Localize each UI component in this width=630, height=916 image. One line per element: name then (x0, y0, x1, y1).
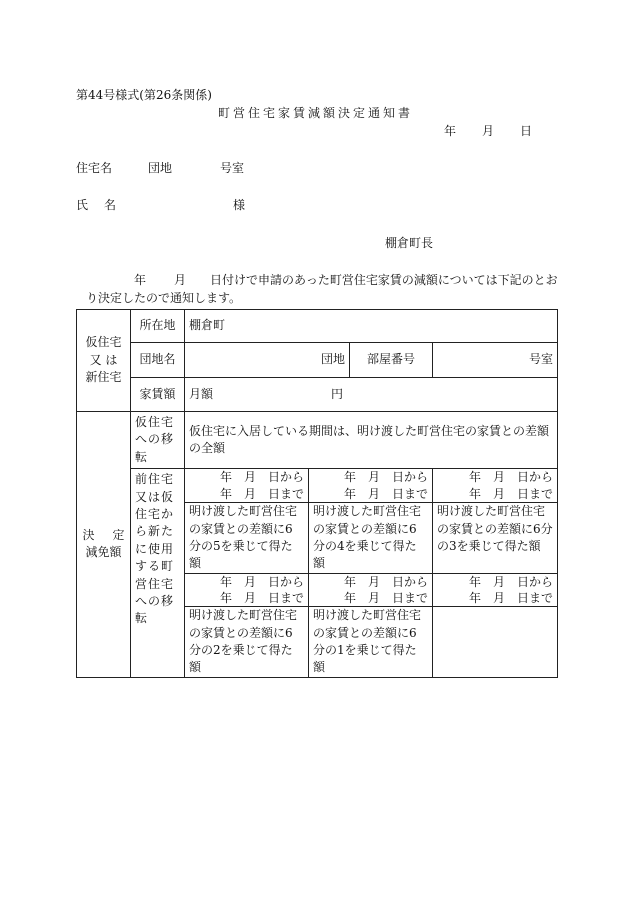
danchi-name-label: 団地名 (131, 343, 185, 378)
period-4-dates: 年 月 日から 年 月 日まで (185, 573, 309, 606)
room-number-label: 部屋番号 (350, 343, 433, 378)
rent-value: 月額 円 (185, 378, 558, 412)
period-3-dates: 年 月 日から 年 月 日まで (433, 469, 558, 503)
danchi-name-value: 団地 (185, 343, 350, 378)
recipient-name-row: 氏 名 様 (76, 198, 246, 212)
period-2-text: 明け渡した町営住宅の家賃との差額に6分の4を乗じて得た額 (309, 503, 433, 574)
decision-table (76, 309, 558, 678)
move-new-label: 前住宅又は仮住宅から新たに使用する町営住宅への移転 (131, 469, 185, 678)
period-3-text: 明け渡した町営住宅の家賃との差額に6分の3を乗じて得た額 (433, 503, 558, 574)
goshitsu-text: 号室 (220, 161, 245, 175)
section-housing-label: 仮住宅 又 は 新住宅 (77, 310, 131, 412)
form-number: 第44号様式(第26条関係) (76, 88, 212, 102)
danchi-text: 団地 (148, 161, 173, 175)
rent-label: 家賃額 (131, 378, 185, 412)
period-6-empty (433, 607, 558, 678)
room-number-value: 号室 (433, 343, 558, 378)
body-line-1: 年 月 日付けで申請のあった町営住宅家賃の減額については下記のとお (134, 273, 558, 287)
period-1-text: 明け渡した町営住宅の家賃との差額に6分の5を乗じて得た額 (185, 503, 309, 574)
section-decision-label: 決 定 減免額 (77, 412, 131, 678)
document-title: 町営住宅家賃減額決定通知書 (218, 106, 414, 120)
location-label: 所在地 (131, 310, 185, 343)
period-5-dates: 年 月 日から 年 月 日まで (309, 573, 433, 606)
body-line-2: り決定したので通知します。 (86, 291, 242, 305)
housing-label: 住宅名 (76, 161, 113, 175)
period-2-dates: 年 月 日から 年 月 日まで (309, 469, 433, 503)
issue-date: 年 月 日 (444, 124, 533, 138)
period-1-dates: 年 月 日から 年 月 日まで (185, 469, 309, 503)
location-value: 棚倉町 (185, 310, 558, 343)
period-5-text: 明け渡した町営住宅の家賃との差額に6分の1を乗じて得た額 (309, 607, 433, 678)
issuer: 棚倉町長 (385, 236, 434, 250)
move-temp-text: 仮住宅に入居している期間は、明け渡した町営住宅の家賃との差額の全額 (185, 412, 558, 469)
housing-name-row (76, 161, 244, 175)
period-6-dates: 年 月 日から 年 月 日まで (433, 573, 558, 606)
sama-text: 様 (233, 198, 246, 212)
period-4-text: 明け渡した町営住宅の家賃との差額に6分の2を乗じて得た額 (185, 607, 309, 678)
move-temp-label: 仮住宅への移転 (131, 412, 185, 469)
